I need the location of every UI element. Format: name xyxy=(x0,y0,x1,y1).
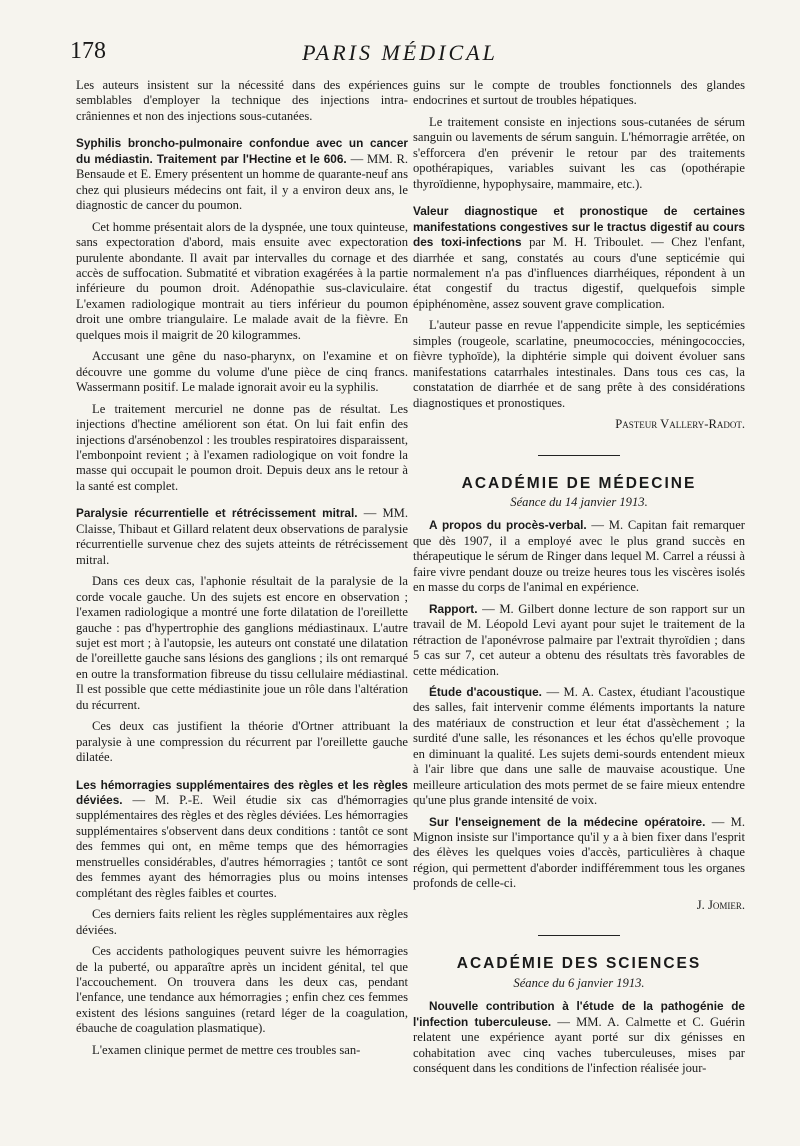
article-proces-verbal xyxy=(413,518,745,595)
paragraph: L'auteur passe en revue l'appendicite simple, les septicémies simples (rougeole, scarlatine, pneumococcies, méningococcies, fièvre typhoïde), la diphtérie simple qui doivent évoluer sans manifestations catarrhales intestinales. Dans tous ces cas, la constatation de diarrhée et de sang prête à des considérations diagnostiques et pronostiques. xyxy=(413,318,745,410)
section-divider xyxy=(538,935,620,936)
article-title: Valeur diagnostique et pronostique de certaines manifestations congestives sur le tractus digestif au cours des toxi-infections xyxy=(413,204,745,250)
paragraph: Accusant une gêne du naso-pharynx, on l'examine et on découvre une gomme du volume d'une pièce de cinq francs. Wassermann positif. Le malade ignorait avoir eu la syphilis. xyxy=(76,349,408,395)
page-header xyxy=(70,38,730,72)
section-heading: ACADÉMIE DES SCIENCES xyxy=(456,955,702,973)
signature: J. Jomier. xyxy=(696,897,745,912)
article-title: Syphilis broncho-pulmonaire confondue avec un cancer du médiastin. Traitement par l'Hectine et le 606. xyxy=(76,136,408,166)
session-date: Séance du 14 janvier 1913. xyxy=(510,494,648,509)
paragraph: Les auteurs insistent sur la nécessité dans des expériences semblables d'employer la technique des injections intra-crâniennes et non des injections sous-cutanées. xyxy=(76,78,408,123)
paragraph: guins sur le compte de troubles fonctionnels des glandes endocrines et surtout de troubles hépatiques. xyxy=(413,78,745,108)
article-title: Nouvelle contribution à l'étude de la pathogénie de l'infection tuberculeuse. xyxy=(413,999,745,1029)
article-syphilis xyxy=(76,136,408,213)
section-divider xyxy=(538,455,620,456)
article-body: — M. Mignon insiste sur l'importance qu'il y a à bien fixer dans l'esprit des élèves les quelques voies d'accès, particulières à chaque région, qui permettent d'aborder indifféremment tous les organes profonds de celle-ci. xyxy=(413,814,745,891)
session-date: Séance du 6 janvier 1913. xyxy=(513,975,645,990)
page-number: 178 xyxy=(70,38,106,64)
article-title: A propos du procès-verbal. xyxy=(429,518,587,533)
paragraph: Cet homme présentait alors de la dyspnée, une toux quinteuse, sans expectoration d'abord, mais ensuite avec expectoration purulente abondante. Il avait par intervalles du cornage et des accès de suffocation. Submatité et vibration exagérées à la partie inférieure du poumon droit. Adénopathie sus-claviculaire. L'examen radiologique montrait au tiers inférieur du poumon droit une ombre triangulaire. Le malade avait de la fièvre. En quelques mois il maigrit de 20 kilogrammes. xyxy=(76,219,408,342)
paragraph: Ces derniers faits relient les règles supplémentaires aux règles déviées. xyxy=(76,907,408,937)
article-title: Paralysie récurrentielle et rétrécissement mitral. xyxy=(76,506,358,521)
article-paralysie xyxy=(76,506,408,568)
article-enseignement xyxy=(413,815,745,892)
article-body: — M. A. Castex, étudiant l'acoustique des salles, fait intervenir comme éléments importants la nature des matériaux de construction et leur état d'assèchement ; la surdité d'une salle, les résonances et les échos qu'elle provoque en diminuant la qualité. Les sujets demi-sourds entendent mieux à l'air libre que dans une salle de mauvaise acoustique. Une meilleure articulation des mots permet de se faire mieux entendre qu'une plus grande intensité de voix. xyxy=(413,684,745,808)
article-title: Étude d'acoustique. xyxy=(429,684,542,699)
paragraph: Le traitement mercuriel ne donne pas de résultat. Les injections d'hectine améliorent son état. On lui fait enfin des injections d'arsénobenzol : les troubles respiratoires disparaissent, l'embonpoint revient ; à l'examen radiologique on voit fondre la masse qui occupait le poumon droit. Depuis deux ans le retour à la santé est complet. xyxy=(76,401,408,493)
article-title: Rapport. xyxy=(429,601,478,616)
article-body: — M. Capitan fait remarquer que dès 1907, il a employé avec le plus grand succès en thérapeutique le sérum de Ringer dans lequel M. Carrel a réussi à faire vivre pendant douze ou treize heures tous les viscères isolés en masse du corps de l'animal en expérience. xyxy=(413,518,745,595)
article-tuberculose xyxy=(413,999,745,1076)
paragraph: Le traitement consiste en injections sous-cutanées de sérum sanguin ou lavements de sérum sanguin. L'hémorragie arrêtée, on s'efforcera d'en prévenir le retour par des traitements opothérapiques, variables suivant les cas (opothérapie thyroïdienne, hypophysaire, mammaire, etc.). xyxy=(413,114,745,191)
article-acoustique xyxy=(413,685,745,809)
article-body: par M. H. Triboulet. — Chez l'enfant, diarrhée et sang, constatés au cours d'une septicémie qui normalement n'a pas d'influences diarrhéiques, répondent à un état congestif du tractus digestif, quelquefois simple épiphénomène, assez souvent grave complication. xyxy=(413,235,745,311)
running-title: PARIS MÉDICAL xyxy=(302,40,498,65)
article-valeur-diagnostique xyxy=(413,204,745,312)
signature: Pasteur Vallery-Radot. xyxy=(615,417,745,432)
article-body: — M. P.-E. Weil étudie six cas d'hémorragies supplémentaires des règles et des règles déviées. Les hémorragies supplémentaires s'observent dans deux conditions : tantôt ce sont des femmes qui ont, en même temps que des hémorragies menstruelles considérables, d'autres hémorragies ; tantôt ce sont des femmes ayant des hémorragies plus ou moins intenses complétant des règles faibles et courtes. xyxy=(76,793,408,900)
article-body: — MM. Claisse, Thibaut et Gillard relatent deux observations de paralysie récurrentielle survenue chez des sujets atteints de rétrécissement mitral. xyxy=(76,506,408,567)
article-body: — M. Gilbert donne lecture de son rapport sur un travail de M. Léopold Levi ayant pour sujet le traitement de la rétraction de l'aponévrose palmaire par l'extrait thyroïdien ; dans 5 cas sur 7, cet auteur a obtenu des résultats très favorables de cette médication. xyxy=(413,601,745,678)
article-title: Les hémorragies supplémentaires des règles et les règles déviées. xyxy=(76,777,408,808)
paragraph: Ces deux cas justifient la théorie d'Ortner attribuant la paralysie à une compression du récurrent par l'oreillette gauche dilatée. xyxy=(76,719,408,765)
right-column xyxy=(413,78,745,1082)
left-column xyxy=(76,78,408,1064)
paragraph: L'examen clinique permet de mettre ces troubles san- xyxy=(92,1042,361,1057)
paragraph: Dans ces deux cas, l'aphonie résultait de la paralysie de la corde vocale gauche. Un des sujets est encore en observation ; l'examen radiologique a montré une forte dilatation de l'oreillette gauche : pas d'hypertrophie des ganglions médiastinaux. L'autre sujet est mort ; à l'autopsie, les auteurs ont constaté une dilatation de l'oreillette gauche sans lésions des ganglions ; ils ont remarqué en outre la transformation fibreuse du tissu cellulaire médiastinal. Il est possible que cette médiastinite joue un rôle dans l'altération du récurrent. xyxy=(76,574,408,712)
article-body: — MM. R. Bensaude et E. Emery présentent un homme de quarante-neuf ans chez qui plusieurs médecins ont fait, il y a environ deux ans, le diagnostic de cancer du poumon. xyxy=(76,151,408,213)
article-hemorragies xyxy=(76,778,408,902)
article-body: — MM. A. Calmette et C. Guérin relatent une expérience ayant porté sur dix génisses en cohabitation avec cinq vaches tuberculeuses, mises par conséquent dans les conditions de l'infection réalisée jour- xyxy=(413,1014,745,1076)
paragraph: Ces accidents pathologiques peuvent suivre les hémorragies de la puberté, ou apparaître après un incident génital, tel que l'accouchement. On trouvera dans les deux cas, pendant l'enfance, une tendance aux hémorragies ; enfin chez ces femmes existent des lésions sanguines (retard léger de la coagulation, ébauche de coagulation plasmatique). xyxy=(76,944,408,1036)
section-heading: ACADÉMIE DE MÉDECINE xyxy=(461,474,697,492)
article-title: Sur l'enseignement de la médecine opératoire. xyxy=(429,814,706,829)
article-rapport xyxy=(413,602,745,679)
